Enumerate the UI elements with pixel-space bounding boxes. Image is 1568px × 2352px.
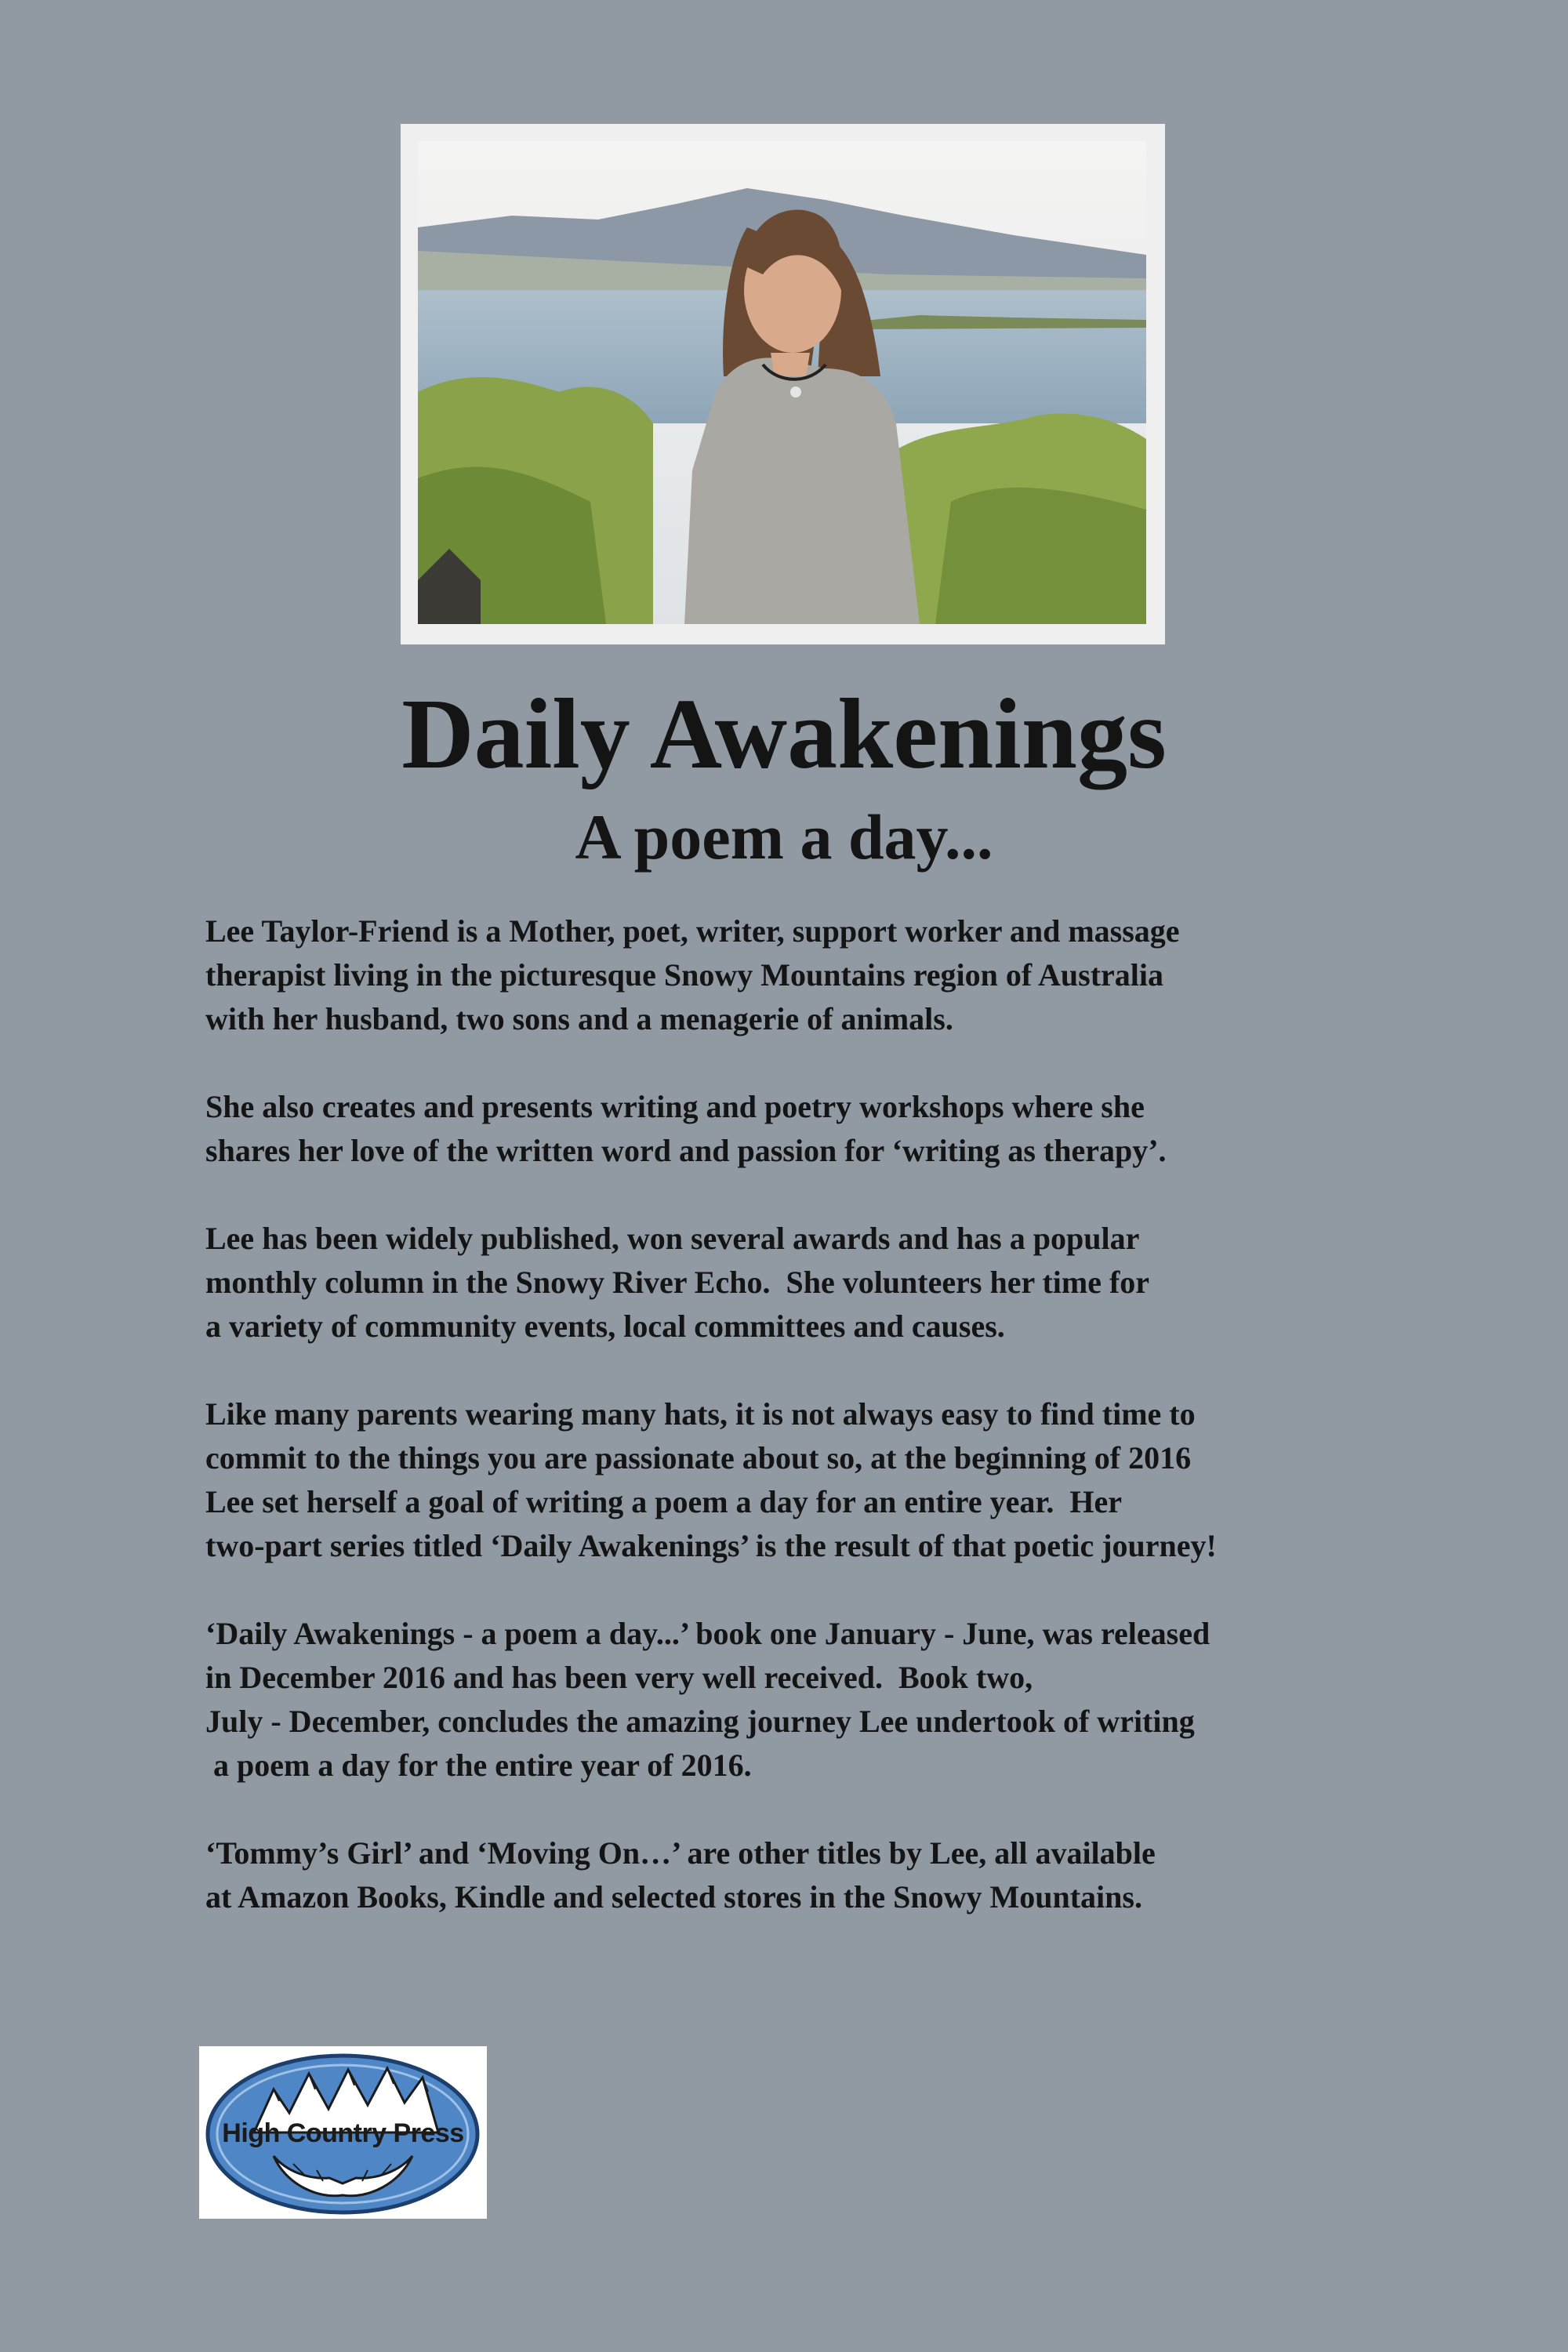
bio-line: with her husband, two sons and a menagerie of animals. [205,1001,953,1036]
bio-line: therapist living in the picturesque Snowy Mountains region of Australia [205,957,1163,993]
bio-line: Lee Taylor-Friend is a Mother, poet, writer, support worker and massage [205,913,1180,949]
bio-paragraph [205,1612,1460,1788]
bio-line: monthly column in the Snowy River Echo. She volunteers her time for [205,1265,1150,1300]
author-bio [205,909,1460,1963]
bio-line: a variety of community events, local committees and causes. [205,1308,1005,1344]
bio-line: ‘Tommy’s Girl’ and ‘Moving On…’ are other titles by Lee, all available [205,1835,1156,1871]
bio-line: Lee has been widely published, won several awards and has a popular [205,1221,1140,1256]
book-title: Daily Awakenings [401,678,1167,789]
bio-line: commit to the things you are passionate about so, at the beginning of 2016 [205,1440,1192,1475]
bio-line: a poem a day for the entire year of 2016. [205,1748,752,1783]
bio-paragraph [205,1831,1460,1919]
bio-paragraph [205,909,1460,1041]
bio-line: July - December, concludes the amazing journey Lee undertook of writing [205,1704,1195,1739]
publisher-logo [199,2046,487,2219]
bio-paragraph [205,1085,1460,1173]
author-photo [418,141,1146,624]
author-photo-frame [401,124,1165,644]
bio-line: at Amazon Books, Kindle and selected stores in the Snowy Mountains. [205,1879,1142,1915]
bio-line: Lee set herself a goal of writing a poem a day for an entire year. Her [205,1484,1123,1519]
bio-line: ‘Daily Awakenings - a poem a day...’ book one January - June, was released [205,1616,1210,1651]
book-subtitle: A poem a day... [575,801,993,873]
bio-line: Like many parents wearing many hats, it is not always easy to find time to [205,1396,1196,1432]
bio-paragraph [205,1392,1460,1568]
bio-line: in December 2016 and has been very well received. Book two, [205,1660,1033,1695]
bio-paragraph [205,1217,1460,1348]
bio-line: shares her love of the written word and passion for ‘writing as therapy’. [205,1133,1167,1168]
bio-line: two-part series titled ‘Daily Awakenings’ is the result of that poetic journey! [205,1528,1217,1563]
publisher-logo-text: High Country Press [222,2118,464,2148]
bio-line: She also creates and presents writing and poetry workshops where she [205,1089,1145,1124]
